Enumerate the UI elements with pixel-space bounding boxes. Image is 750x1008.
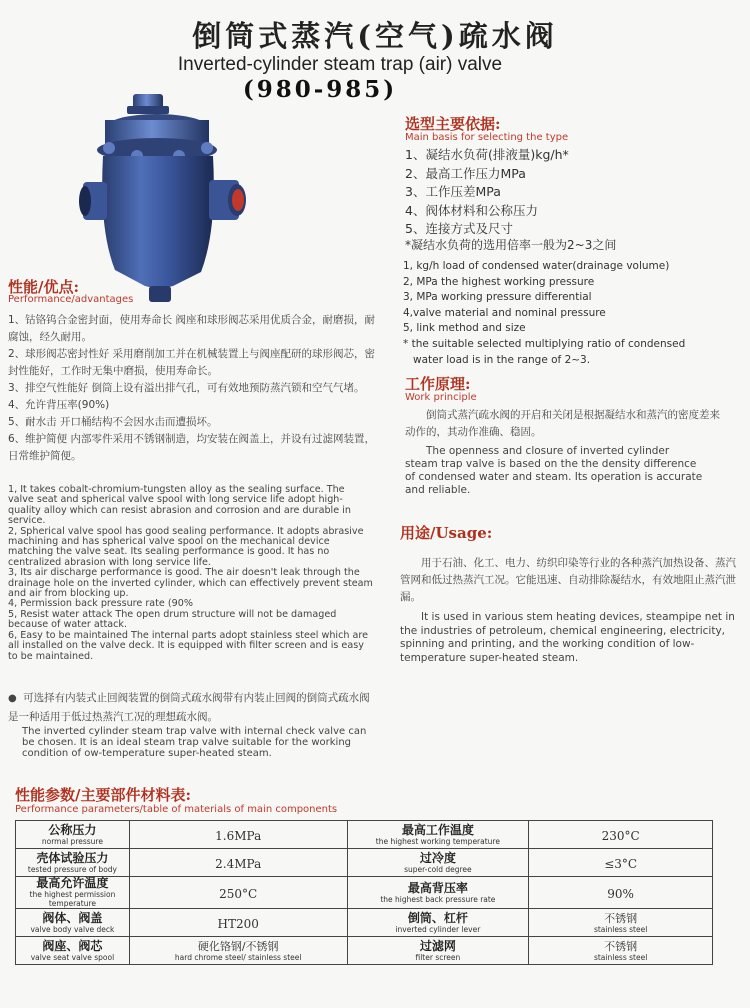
list-item: 3, Its air discharge performance is good. The air doesn't leak through the drainage hole on the inverted cylinder, which can effectively prevent steam and air from blocking up.	[8, 567, 373, 600]
working-title-cn: 工作原理:	[405, 375, 471, 393]
table-row	[16, 821, 713, 849]
param-label: 阀体、阀盖 valve body valve deck	[16, 909, 130, 937]
list-item: 1, It takes cobalt-chromium-tungsten alloy as the sealing surface. The valve seat and spherical valve spool with long service life adopt high-quality alloy which can resist abrasion and corrosion and are durable in service.	[8, 484, 351, 527]
performance-list-cn	[8, 312, 376, 465]
param-value: HT200	[129, 909, 347, 937]
bullet-icon: ●	[8, 693, 24, 704]
param-value: 250°C	[129, 877, 347, 909]
list-item: water load is in the range of 2~3.	[403, 353, 591, 366]
check-valve-note-cn: ● 可选择有内装式止回阀装置的倒筒式疏水阀带有内装止回阀的倒筒式疏水阀是一种适用于低过热蒸汽工况的理想疏水阀。	[8, 692, 370, 723]
params-title-cn: 性能参数/主要部件材料表:	[15, 786, 192, 804]
list-item: 5, link method and size	[403, 322, 526, 335]
selection-list-en	[403, 259, 743, 368]
param-value: 硬化铬钢/不锈钢 hard chrome steel/ stainless steel	[129, 937, 347, 965]
list-item: 3、工作压差MPa	[405, 184, 501, 199]
table-row	[16, 909, 713, 937]
table-row	[16, 849, 713, 877]
param-value: 2.4MPa	[129, 849, 347, 877]
param-value: ≤3°C	[529, 849, 713, 877]
param-label: 倒筒、杠杆 inverted cylinder lever	[347, 909, 529, 937]
list-item: 4、允许背压率(90%)	[8, 399, 110, 411]
list-item: 5、连接方式及尺寸	[405, 221, 513, 236]
list-item: 1、凝结水负荷(排液量)kg/h*	[405, 147, 569, 162]
working-text-en: The openness and closure of inverted cylinder steam trap valve is based on the the density difference of condensed water and steam. Its operation is accurate and reliable.	[405, 445, 703, 496]
selection-note-cn: *凝结水负荷的选用倍率一般为2~3之间	[405, 238, 617, 252]
param-value: 230°C	[529, 821, 713, 849]
list-item: 5、耐水击 开口桶结构不会因水击而遭损坏。	[8, 416, 218, 428]
list-item: 6, Easy to be maintained The internal parts adopt stainless steel which are all installed on the valve deck. It is equipped with filter screen and is easy to be maintained.	[8, 629, 368, 662]
usage-title: 用途/Usage:	[400, 524, 493, 542]
selection-title-en: Main basis for selecting the type	[405, 132, 569, 143]
param-label: 最高工作温度 the highest working temperature	[347, 821, 529, 849]
steam-trap-valve-image	[75, 90, 275, 310]
list-item: 2、球形阀芯密封性好 采用磨削加工并在机械装置上与阀座配研的球形阀芯，密封性能好，工作时无集中磨损，使用寿命长。	[8, 348, 376, 377]
param-label: 公称压力 normal pressure	[16, 821, 130, 849]
param-value: 1.6MPa	[129, 821, 347, 849]
list-item: 1, kg/h load of condensed water(drainage volume)	[403, 260, 670, 272]
param-label: 最高背压率 the highest back pressure rate	[347, 877, 529, 909]
table-row	[16, 937, 713, 965]
param-label: 壳体试验压力 tested pressure of body	[16, 849, 130, 877]
param-value: 不锈钢 stainless steel	[529, 937, 713, 965]
list-item: 6、维护简便 内部零件采用不锈钢制造，均安装在阀盖上，并设有过滤网装置，日常维护简便。	[8, 433, 376, 462]
list-item: 4, Permission back pressure rate (90%	[8, 598, 193, 610]
usage-text-en: It is used in various stem heating devices, steampipe net in the industries of petroleum, chemical engineering, electricity, spinning and printing, and the working condition of low-temperature super-heated steam.	[400, 611, 735, 664]
selection-list-cn	[405, 146, 740, 239]
list-item: * the suitable selected multiplying ratio of condensed	[403, 337, 686, 350]
list-item: 2、最高工作压力MPa	[405, 165, 526, 181]
list-item: 2, MPa the highest working pressure	[403, 275, 595, 288]
params-title-en: Performance parameters/table of materials of main components	[15, 804, 338, 815]
param-value: 90%	[529, 877, 713, 909]
params-table	[15, 820, 713, 965]
list-item: 2, Spherical valve spool has good sealing performance. It adopts abrasive machining and has spherical valve spool on the mechanical device matching the valve seat. Its sealing performance is good. It has no centralized abrasion with long service life.	[8, 525, 364, 568]
list-item: 1、钴铬钨合金密封面，使用寿命长 阀座和球形阀芯采用优质合金，耐磨损，耐腐蚀，经久耐用。	[8, 314, 376, 343]
param-label: 过滤网 filter screen	[347, 937, 529, 965]
page-title-cn: 倒筒式蒸汽(空气)疏水阀	[192, 19, 558, 53]
page-title-en: Inverted-cylinder steam trap (air) valve	[177, 54, 503, 75]
list-item: 4、阀体材料和公称压力	[405, 202, 538, 218]
table-row	[16, 877, 713, 909]
list-item: 3, MPa working pressure differential	[403, 291, 592, 304]
working-title-en: Work principle	[405, 392, 477, 403]
usage-text-cn: 用于石油、化工、电力、纺织印染等行业的各种蒸汽加热设备、蒸汽管网和低过热蒸汽工况。它能迅速、自动排除凝结水，有效地阻止蒸汽泄漏。	[400, 557, 736, 603]
param-value: 不锈钢 stainless steel	[529, 909, 713, 937]
list-item: 4,valve material and nominal pressure	[403, 306, 606, 319]
working-text-cn: 倒筒式蒸汽疏水阀的开启和关闭是根据凝结水和蒸汽的密度差来动作的，其动作准确、稳固。	[405, 409, 720, 438]
selection-title-cn: 选型主要依据:	[405, 115, 501, 133]
model-range: (980-985)	[242, 76, 398, 103]
check-valve-note-en: The inverted cylinder steam trap valve with internal check valve can be chosen. It is an ideal steam trap valve suitable for the working condition of ow-temperature super-heated steam.	[22, 726, 367, 759]
performance-title-en: Performance/advantages	[8, 294, 134, 305]
param-label: 阀座、阀芯 valve seat valve spool	[16, 937, 130, 965]
list-item: 5, Resist water attack The open drum structure will not be damaged because of water attack.	[8, 608, 337, 631]
performance-list-en	[8, 485, 373, 662]
param-label: 最高允许温度 the highest permission temperature	[16, 877, 130, 909]
list-item: 3、排空气性能好 倒筒上设有溢出排气孔，可有效地预防蒸汽锁和空气气堵。	[8, 382, 365, 394]
performance-title-cn: 性能/优点:	[8, 278, 80, 296]
param-label: 过冷度 super-cold degree	[347, 849, 529, 877]
